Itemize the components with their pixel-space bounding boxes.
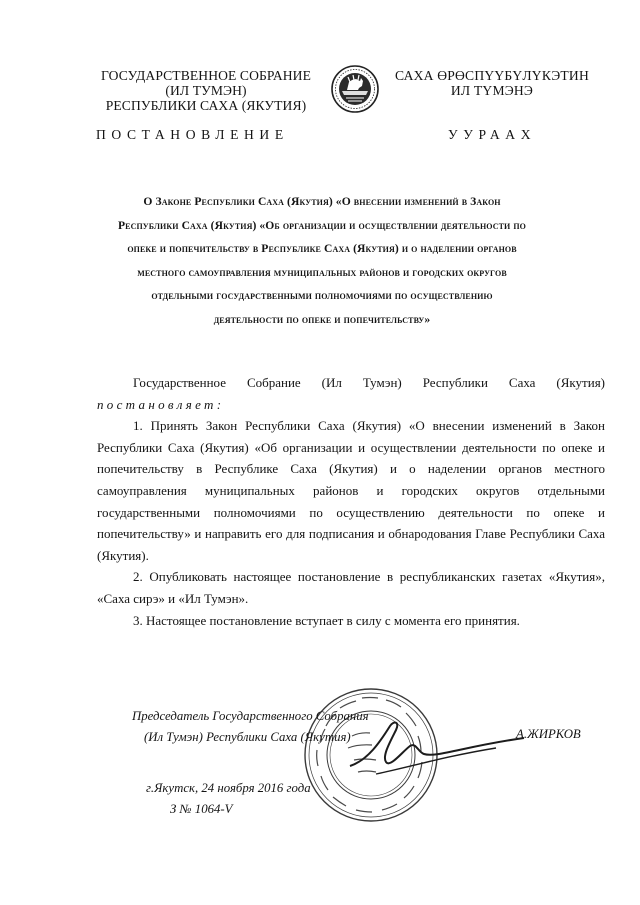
header-left [84, 68, 328, 113]
document-number: З № 1064-V [170, 802, 233, 816]
title-line: О Законе Республики Саха (Якутия) «О внесении изменений в Закон [143, 195, 501, 208]
doc-type-ru: ПОСТАНОВЛЕНИЕ [96, 127, 289, 142]
place-date-line: г.Якутск, 24 ноября 2016 года [146, 781, 311, 795]
preamble: Государственное Собрание (Ил Тумэн) Республики Саха (Якутия) [133, 375, 605, 390]
header-right [382, 68, 602, 98]
signatory-position-line: Председатель Государственного Собрания [132, 709, 369, 723]
header-left-line: (ИЛ ТУМЭН) [165, 83, 247, 98]
title-line: опеке и попечительству в Республике Саха (Якутия) и о наделении органов [127, 242, 517, 255]
item-1: 1. Принять Закон Республики Саха (Якутия) «О внесении изменений в Закон Республики Саха (Якутия) «Об организации и осуществлении деятельности по опеке и попечительству в Республике Саха (Якутия) и о наделении органов местного самоуправления муниципальных районов и городских округов отдельными государственными полномочиями по осуществлению деятельности по опеке и попечительству» и направить его для подписания и обнародования Главе Республики Саха (Якутия). [97, 418, 605, 563]
header-right-line: ИЛ ТҮМЭНЭ [450, 83, 534, 98]
header-left-line: РЕСПУБЛИКИ САХА (ЯКУТИЯ) [105, 98, 307, 113]
header-right-line: САХА ӨРӨСПҮҮБҮЛҮКЭТИН [395, 68, 589, 83]
title-line: деятельности по опеке и попечительству» [213, 312, 431, 326]
signatory-name: А.ЖИРКОВ [516, 727, 581, 741]
document-body [97, 372, 605, 631]
sakha-coat-of-arms-icon [330, 64, 380, 114]
title-line: Республики Саха (Якутия) «Об организации и осуществлении деятельности по [117, 218, 527, 232]
header-left-line: ГОСУДАРСТВЕННОЕ СОБРАНИЕ [100, 68, 311, 83]
doc-type-sakha: УУРААХ [448, 127, 537, 142]
title-line: отдельными государственными полномочиями по осуществлению [151, 289, 493, 302]
title-line: местного самоуправления муниципальных районов и городских округов [137, 265, 507, 279]
handwritten-signature-icon [346, 712, 528, 784]
place-date [146, 778, 311, 820]
signatory-position [132, 706, 369, 748]
item-2: 2. Опубликовать настоящее постановление в республиканских газетах «Якутия», «Саха сирэ» и «Ил Тумэн». [97, 569, 605, 606]
signatory-position-line: (Ил Тумэн) Республики Саха (Якутия) [144, 730, 351, 744]
document-title [84, 190, 560, 331]
resolves: постановляет: [97, 396, 225, 412]
item-3: 3. Настоящее постановление вступает в силу с момента его принятия. [133, 612, 520, 628]
